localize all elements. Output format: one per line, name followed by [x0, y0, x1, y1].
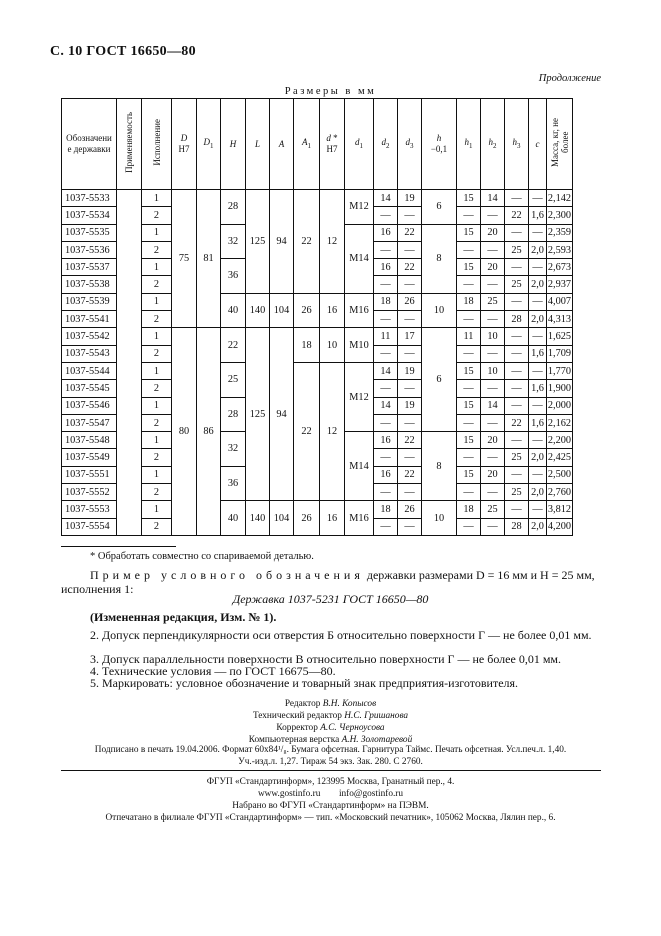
page-header: С. 10 ГОСТ 16650—80 [50, 44, 196, 59]
col-header-applicability: Применяемость [117, 99, 142, 190]
table-row: 1037-5546 1 28 14 19 15 14 — — 2,000 [62, 397, 573, 414]
address-line: ФГУП «Стандартинформ», 123995 Москва, Гранатный пер., 4. [206, 777, 455, 787]
imprint-rule [61, 770, 601, 771]
credit-line: Корректор А.С. Черноусова [276, 723, 385, 733]
col-header-c: c [529, 99, 547, 190]
imprint-block [0, 776, 661, 824]
table-row: 1037-5535 1 32 М14 16 22 8 15 20 — — 2,359 [62, 224, 573, 241]
table-row: 1037-5543 2 — — — — — 1,6 1,709 [62, 345, 573, 362]
paragraph-4: 4. Технические условия — по ГОСТ 16675—80. [90, 664, 336, 678]
table-row: 1037-5552 2 — — — — 25 2,0 2,760 [62, 484, 573, 501]
applicability-cell [117, 190, 142, 536]
col-header-H: H [221, 99, 246, 190]
col-header-d2: $d_2$ [374, 99, 398, 190]
example-text: державки размерами D = 16 мм и H = 25 мм, [363, 568, 595, 582]
printed-line: Отпечатано в филиале ФГУП «Стандартинформ» — тип. «Московский печатник», 105062 Москва, Лялин пер., 6. [105, 813, 556, 823]
typeset-line: Набрано во ФГУП «Стандартинформ» на ПЭВМ. [232, 801, 429, 811]
table-row: 1037-5545 2 — — — — — 1,6 1,900 [62, 380, 573, 397]
col-header-d1: $d_1$ [345, 99, 374, 190]
col-header-h2: $h_2$ [481, 99, 505, 190]
table-row: 1037-5547 2 — — — — 22 1,6 2,162 [62, 414, 573, 431]
example-line-2: исполнения 1: [61, 582, 134, 596]
table-row: 1037-5539 1 40 140 104 26 16 М16 18 26 10 18 25 — — 4,007 [62, 293, 573, 310]
footnote: * Обработать совместно со спариваемой деталью. [90, 551, 314, 562]
publishing-line-2: Уч.-изд.л. 1,27. Тираж 54 экз. Зак. 280. С 2760. [238, 757, 423, 767]
table-row: 1037-5533 1 75 81 28 125 94 22 12 М12 14 19 6 15 14 — — 2,142 [62, 190, 573, 207]
units-caption: Размеры в мм [284, 86, 377, 97]
paragraph-3: 3. Допуск параллельности поверхности В относительно поверхности Г — не более 0,01 мм. [90, 652, 562, 666]
example-line-1 [90, 568, 600, 582]
table-row: 1037-5549 2 — — — — 25 2,0 2,425 [62, 449, 573, 466]
col-header-h3: $h_3$ [505, 99, 529, 190]
table-row: 1037-5537 1 36 16 22 15 20 — — 2,673 [62, 259, 573, 276]
col-header-D: D Н7 [172, 99, 197, 190]
table-row: 1037-5541 2 — — — — 28 2,0 4,313 [62, 311, 573, 328]
table-row: 1037-5536 2 — — — — 25 2,0 2,593 [62, 241, 573, 258]
table-row: 1037-5534 2 — — — — 22 1,6 2,300 [62, 207, 573, 224]
table-row: 1037-5538 2 — — — — 25 2,0 2,937 [62, 276, 573, 293]
footnote-rule [61, 546, 176, 547]
table-row: 1037-5544 1 25 22 12 М12 14 19 15 10 — — 1,770 [62, 362, 573, 379]
col-header-h: h −0,1 [422, 99, 457, 190]
credits-block [0, 698, 661, 746]
edition-note: (Измененная редакция, Изм. № 1). [90, 610, 277, 624]
col-header-L: L [246, 99, 270, 190]
credit-line: Технический редактор Н.С. Гришанова [252, 711, 409, 721]
example-designation: Державка 1037-5231 ГОСТ 16650—80 [232, 592, 429, 606]
table-row: 1037-5551 1 36 16 22 15 20 — — 2,500 [62, 466, 573, 483]
table-row: 1037-5548 1 32 М14 16 22 8 15 20 — — 2,200 [62, 432, 573, 449]
website-link[interactable]: www.gostinfo.ru [257, 789, 321, 799]
contact-line [0, 788, 661, 800]
col-header-mass: Масса, кг, не более [547, 99, 573, 190]
credit-line: Компьютерная верстка А.Н. Золотаревой [248, 735, 413, 745]
credit-line: Редактор В.Н. Копысов [284, 699, 377, 709]
col-header-designation: Обозначени е державки [62, 99, 117, 190]
col-header-d: d * Н7 [320, 99, 345, 190]
table-row: 1037-5542 1 80 86 22 125 94 18 10 М10 11 17 6 11 10 — — 1,625 [62, 328, 573, 345]
col-header-version: Исполнение [142, 99, 172, 190]
col-header-A1: $A_1$ [294, 99, 320, 190]
paragraph-5: 5. Маркировать: условное обозначение и товарный знак предприятия-изготовителя. [90, 676, 519, 690]
dimensions-table [61, 98, 573, 536]
continuation-label: Продолжение [538, 73, 601, 84]
col-header-h1: $h_1$ [457, 99, 481, 190]
table-row: 1037-5554 2 — — — — 28 2,0 4,200 [62, 518, 573, 535]
col-header-D1: $D_1$ [197, 99, 221, 190]
example-heading: Пример условного обозначения [90, 568, 364, 582]
publishing-line-1: Подписано в печать 19.04.2006. Формат 60x84¹/₈. Бумага офсетная. Гарнитура Таймс. Печать офсетная. Усл.печ.л. 1,40. [94, 745, 567, 755]
email-link[interactable]: info@gostinfo.ru [338, 789, 404, 799]
col-header-A: A [270, 99, 294, 190]
paragraph-2: 2. Допуск перпендикулярности оси отверстия Б относительно поверхности Г — не более 0,01 мм. [90, 628, 592, 642]
table-header-row [62, 99, 573, 190]
table-row: 1037-5553 1 40 140 104 26 16 М16 18 26 10 18 25 — — 3,812 [62, 501, 573, 518]
col-header-d3: $d_3$ [398, 99, 422, 190]
